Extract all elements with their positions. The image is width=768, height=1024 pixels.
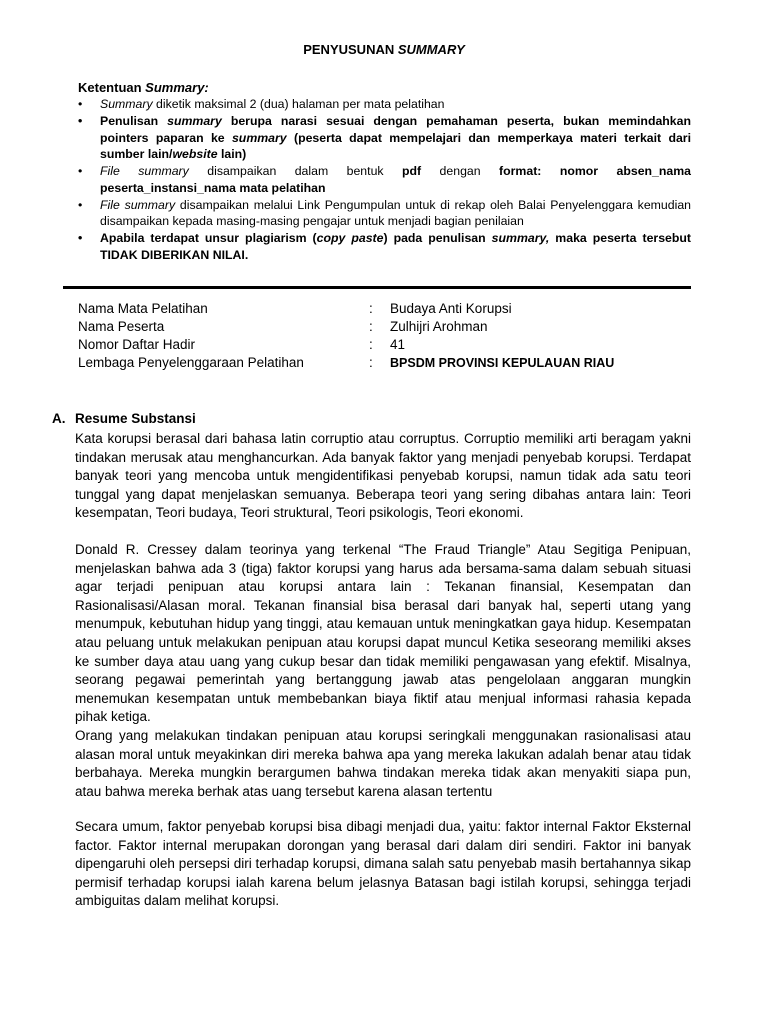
rule-text: File summary xyxy=(100,197,176,212)
info-value: Zulhijri Arohman xyxy=(390,319,488,334)
info-separator: : xyxy=(369,337,373,352)
page-title: PENYUSUNAN SUMMARY xyxy=(303,42,465,57)
paragraph-2b: Orang yang melakukan tindakan penipuan atau korupsi seringkali menggunakan rasionalisasi atau alasan moral untuk meyakinkan diri mereka bahwa apa yang mereka lakukan adalah benar atau tidak berbahaya. Mereka mungkin berargumen bahwa tindakan mereka tidak akan menyakiti siapa pun, atau bahwa mereka berhak atas uang tersebut karena alasan tertentu xyxy=(75,727,691,799)
rule-item xyxy=(78,230,691,263)
info-label: Lembaga Penyelenggaraan Pelatihan xyxy=(78,355,304,370)
divider xyxy=(63,286,691,289)
bullet-icon: • xyxy=(78,231,83,245)
info-value: Budaya Anti Korupsi xyxy=(390,301,512,316)
participant-info xyxy=(78,300,698,372)
paragraph-2a: Donald R. Cressey dalam teorinya yang terkenal “The Fraud Triangle” Atau Segitiga Penipuan, menjelaskan bahwa ada 3 (tiga) faktor korupsi yang harus ada bersama-sama dalam sebuah situasi agar terjadi penipuan atau korupsi antara lain : Tekanan finansial, Kesempatan dan Rasionalisasi/Alasan moral. Tekanan finansial bisa berasal dari banyak hal, seperti utang yang menumpuk, kebutuhan hidup yang tinggi, atau kemauan untuk meningkatkan gaya hidup. Kesempatan atau peluang untuk melakukan penipuan atau korupsi dapat muncul Ketika seseorang memiliki akses ke sumber daya atau uang yang cukup besar dan tidak memiliki pengawasan yang efektif. Misalnya, seorang pegawai pemerintah yang bertanggung jawab atas pengelolaan anggaran mungkin menemukan kesempatan untuk membebankan biaya fiktif atau menjual informasi rahasia kepada pihak ketiga. xyxy=(75,542,691,725)
info-label: Nomor Daftar Hadir xyxy=(78,337,196,352)
info-row xyxy=(78,318,698,336)
paragraph-3: Secara umum, faktor penyebab korupsi bisa dibagi menjadi dua, yaitu: faktor internal Faktor Eksternal factor. Faktor internal merupakan dorongan yang berasal dari dalam diri sendiri. Faktor ini banyak dipengaruhi oleh persepsi diri terhadap korupsi, dimana salah satu penyebab masih bertahannya sikap permisif terhadap korupsi ialah karena belum jelasnya Batasan bagi istilah korupsi, sehingga terjadi ambiguitas dalam melihat korupsi. xyxy=(75,819,691,909)
info-row xyxy=(78,354,698,372)
rule-text: summary, xyxy=(491,231,550,245)
rule-text: summary xyxy=(231,130,287,145)
rules-list xyxy=(78,96,691,264)
rule-text: File summary xyxy=(100,164,189,178)
rules-heading: Ketentuan Summary: xyxy=(78,80,209,95)
info-value: 41 xyxy=(390,337,406,352)
info-label: Nama Peserta xyxy=(78,319,165,334)
rule-text: diketik maksimal 2 (dua) halaman per mata pelatihan xyxy=(152,97,445,111)
info-row xyxy=(78,336,698,354)
rule-item xyxy=(78,96,691,113)
rule-item xyxy=(78,163,691,196)
rule-text: Penulisan xyxy=(100,114,168,128)
info-separator: : xyxy=(369,301,373,316)
info-row xyxy=(78,300,698,318)
rule-text: dengan xyxy=(421,164,500,178)
rule-text: Summary xyxy=(100,97,153,111)
info-label: Nama Mata Pelatihan xyxy=(78,301,208,316)
info-value: BPSDM PROVINSI KEPULAUAN RIAU xyxy=(390,356,615,370)
rule-item xyxy=(78,113,691,163)
rule-text: ) pada penulisan xyxy=(383,231,492,245)
rule-text: pdf xyxy=(402,164,422,178)
info-separator: : xyxy=(369,355,373,370)
info-separator: : xyxy=(369,319,373,334)
rule-text: (peserta dapat mempelajari dan memperkaya materi terkait dari sumber lain/ xyxy=(100,130,691,161)
rule-text: Apabila terdapat unsur plagiarism ( xyxy=(100,231,317,245)
bullet-icon: • xyxy=(78,114,83,128)
rule-text: website xyxy=(172,147,218,161)
rule-text: disampaikan dalam bentuk xyxy=(188,164,402,178)
rule-text: format: nomor absen_nama peserta_instansi_nama mata pelatihan xyxy=(100,164,692,195)
paragraph-2 xyxy=(75,541,691,801)
rule-text: maka peserta tersebut TIDAK DIBERIKAN NILAI. xyxy=(100,231,691,262)
rule-text: summary xyxy=(167,114,222,128)
bullet-icon: • xyxy=(78,197,83,212)
rule-text: lain) xyxy=(217,147,247,161)
paragraph-1: Kata korupsi berasal dari bahasa latin corruptio atau corruptus. Corruptio memiliki arti beragam yakni tindakan merusak atau menghancurkan. Ada banyak faktor yang menjadi penyebab korupsi. Terdapat banyak teori yang mencoba untuk mengidentifikasi penyebab korupsi, namun tidak ada satu teori tunggal yang dapat menjelaskan semuanya. Beberapa teori yang sering dibahas antara lain: Teori kesempatan, Teori budaya, Teori struktural, Teori psikologis, Teori ekonomi. xyxy=(75,431,691,521)
section-heading: A. Resume Substansi xyxy=(52,411,196,426)
rule-text: copy paste xyxy=(316,231,384,245)
rule-item xyxy=(78,197,691,230)
bullet-icon: • xyxy=(78,164,83,178)
rule-text: disampaikan melalui Link Pengumpulan untuk di rekap oleh Balai Penyelenggara kemudian disampaikan kepada masing-masing pengajar untuk menjadi bagian penilaian xyxy=(100,197,691,228)
bullet-icon: • xyxy=(78,97,83,111)
rule-text: berupa narasi sesuai dengan pemahaman peserta, bukan memindahkan pointers paparan ke xyxy=(100,114,691,145)
